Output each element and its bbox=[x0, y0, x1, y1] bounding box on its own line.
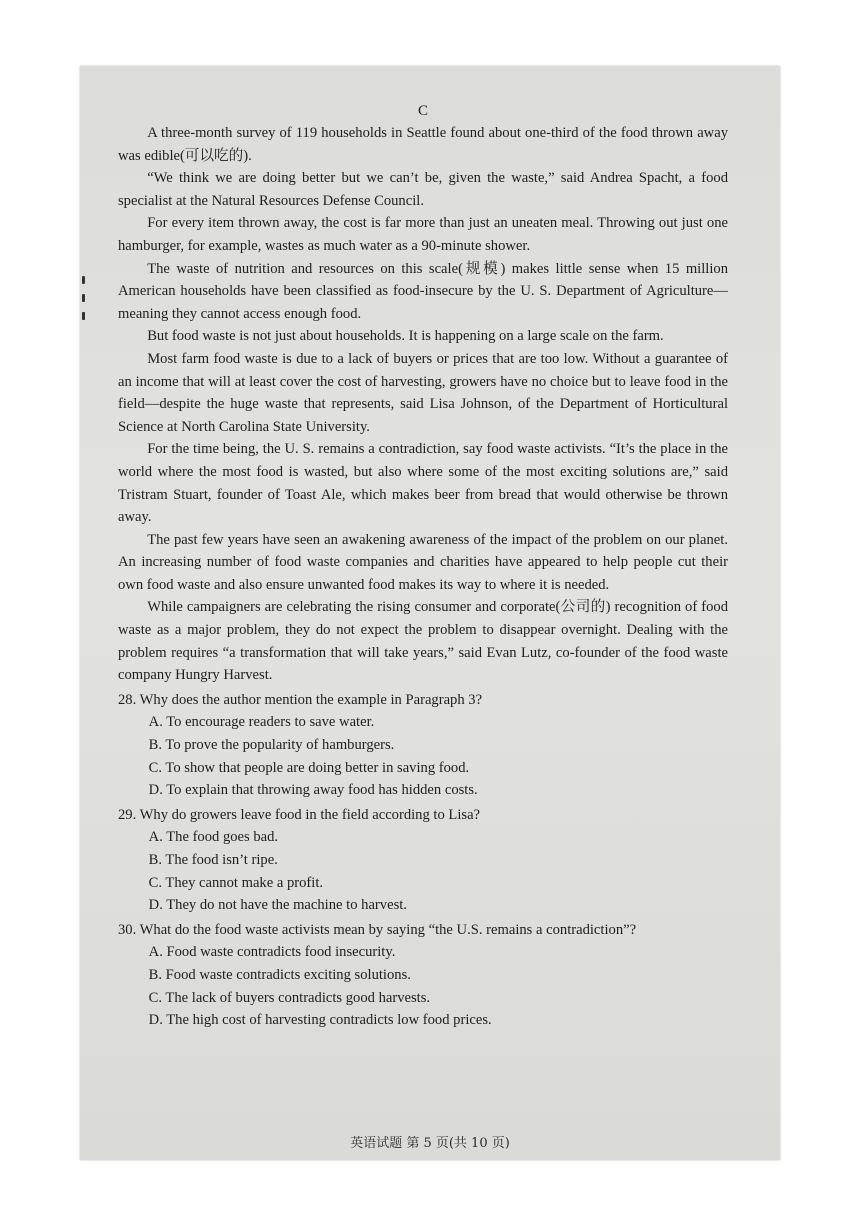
question-29 bbox=[118, 804, 728, 917]
binding-hole bbox=[82, 312, 85, 320]
paragraph: While campaigners are celebrating the rising consumer and corporate(公司的) recognition of food waste as a major problem, they do not expect the problem to disappear overnight. Dealing with the problem requires “a transformation that will take years,” said Evan Lutz, co-founder of the food waste company Hungry Harvest. bbox=[118, 599, 728, 684]
binding-hole bbox=[82, 294, 85, 302]
paragraph: Most farm food waste is due to a lack of buyers or prices that are too low. Without a guarantee of an income that will at least cover the cost of harvesting, growers have no choice but to leave food in the field—despite the huge waste that represents, said Lisa Johnson, of the Department of Horticultural Science at North Carolina State University. bbox=[118, 350, 728, 435]
question-stem: 28. Why does the author mention the example in Paragraph 3? bbox=[118, 691, 483, 708]
option-d: D. They do not have the machine to harvest. bbox=[148, 897, 407, 914]
binding-holes bbox=[82, 276, 86, 330]
option-c: C. They cannot make a profit. bbox=[148, 874, 324, 891]
paragraph: But food waste is not just about households. It is happening on a large scale on the farm. bbox=[147, 328, 664, 345]
paragraph: “We think we are doing better but we can’t be, given the waste,” said Andrea Spacht, a food specialist at the Natural Resources Defense Council. bbox=[118, 170, 728, 209]
paragraph: The waste of nutrition and resources on this scale(规模) makes little sense when 15 million American households have been classified as food-insecure by the U. S. Department of Agriculture—meaning they cannot access enough food. bbox=[118, 260, 728, 322]
page-content bbox=[118, 102, 728, 1032]
exam-page bbox=[80, 66, 780, 1160]
paragraph: A three-month survey of 119 households in Seattle found about one-third of the food thrown away was edible(可以吃的). bbox=[118, 125, 728, 164]
paragraph: For the time being, the U. S. remains a contradiction, say food waste activists. “It’s the place in the world where the most food is wasted, but also where some of the most exciting solutions are,” said Tristram Stuart, founder of Toast Ale, which makes beer from bread that would otherwise be thrown away. bbox=[118, 441, 728, 526]
question-28 bbox=[118, 689, 728, 802]
question-stem: 29. Why do growers leave food in the field according to Lisa? bbox=[118, 806, 481, 823]
question-30 bbox=[118, 919, 728, 1032]
question-stem: 30. What do the food waste activists mean by saying “the U.S. remains a contradiction”? bbox=[118, 921, 637, 938]
option-d: D. The high cost of harvesting contradicts low food prices. bbox=[148, 1012, 492, 1029]
paragraph: The past few years have seen an awakening awareness of the impact of the problem on our planet. An increasing number of food waste companies and charities have appeared to help people cut their own food waste and also ensure unwanted food makes its way to where it is needed. bbox=[118, 531, 728, 593]
option-d: D. To explain that throwing away food has hidden costs. bbox=[148, 782, 478, 799]
option-list bbox=[118, 941, 728, 1031]
option-b: B. The food isn’t ripe. bbox=[148, 852, 278, 868]
paragraph: For every item thrown away, the cost is far more than just an uneaten meal. Throwing out just one hamburger, for example, wastes as much water as a 90-minute shower. bbox=[118, 215, 728, 254]
option-a: A. The food goes bad. bbox=[148, 829, 279, 846]
option-b: B. To prove the popularity of hamburgers. bbox=[148, 737, 395, 754]
passage-body bbox=[118, 122, 728, 687]
option-a: A. To encourage readers to save water. bbox=[148, 714, 375, 731]
option-c: C. The lack of buyers contradicts good harvests. bbox=[148, 989, 431, 1006]
page-footer: 英语试题 第 5 页(共 10 页) bbox=[350, 1136, 510, 1151]
option-b: B. Food waste contradicts exciting solutions. bbox=[148, 966, 411, 983]
binding-hole bbox=[82, 276, 85, 284]
option-a: A. Food waste contradicts food insecurity. bbox=[148, 944, 396, 961]
passage-letter: C bbox=[417, 103, 428, 119]
option-list bbox=[118, 711, 728, 801]
option-c: C. To show that people are doing better in saving food. bbox=[148, 759, 470, 776]
option-list bbox=[118, 826, 728, 916]
